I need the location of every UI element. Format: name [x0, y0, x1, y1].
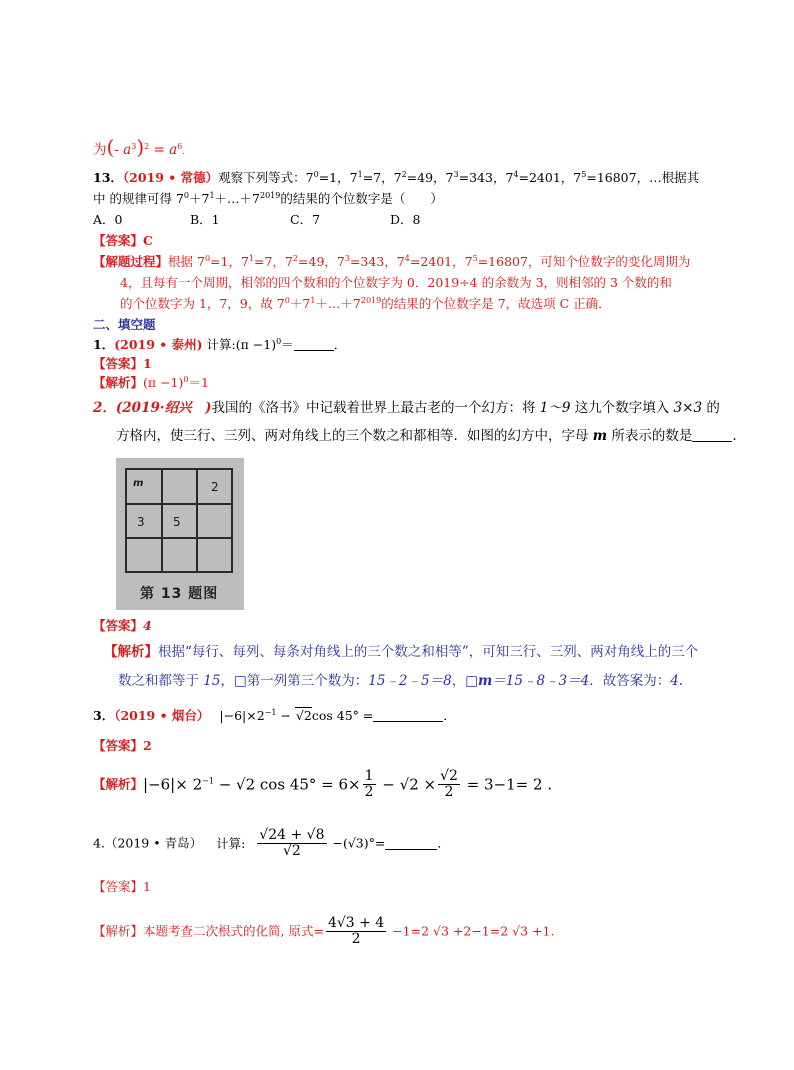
grid-line — [196, 470, 198, 571]
grid-cell-2: 2 — [211, 480, 219, 494]
q13-option-b: B．1 — [190, 212, 220, 227]
q13-option-a: A．0 — [93, 212, 123, 227]
f1-answer: 【答案】1 — [93, 356, 152, 371]
q13-stem-line1: 13．（2019 • 常德）观察下列等式：$7^0=1$，$7^1=7$，$7^2=49$，$7^3=343$，$7^4=2401$，$7^5=16807$，…根据其 — [93, 170, 700, 185]
grid-cell-5: 5 — [173, 515, 181, 529]
f4-analysis: 【解析】本题考查二次根式的化简, 原式= $\frac{4√3 + 4}{2}$ −1=2 √3 +2−1=2 √3 +1. — [93, 915, 555, 948]
f1-stem: 1．(2019 • 泰州) 计算:(π −1)$^0$＝ ． — [93, 337, 347, 352]
f2-answer-blank — [692, 429, 732, 442]
f2-stem-line2: 方格内，使三行、三列、两对角线上的三个数之和都相等．如图的幻方中，字母 m 所表示的数是 . — [116, 428, 737, 444]
grid-line — [161, 470, 163, 571]
f4-stem: 4.（2019 • 青岛） 计算: $\frac{√24 + √8}{√2}$ −(√3)°= ． — [93, 827, 450, 860]
f1-analysis: 【解析】$(\pi -1)^0=1$ — [93, 375, 209, 390]
f3-frac-half: $\frac{1}{2}$ — [364, 768, 374, 801]
f2-answer: 【答案】4 — [93, 618, 152, 633]
figure-caption: 第 13 题图 — [140, 586, 219, 602]
q13-answer: 【答案】C — [93, 233, 153, 248]
f3-answer: 【答案】2 — [93, 738, 152, 753]
f4-analysis-frac: $\frac{4√3 + 4}{2}$ — [327, 915, 385, 948]
f4-answer-blank — [385, 837, 437, 850]
f3-analysis: 【解析】$|-6|\times 2^{-1} - √2$ cos 45° = 6× $\frac{1}{2}$ − √2 × $\frac{√2}{2}$ = 3−1= 2 . — [93, 768, 553, 801]
q13-solution-line1: 【解题过程】根据 $7^0=1$，$7^1=7$，$7^2=49$，$7^3=343$，$7^4=2401$，$7^5=16807$，可知个位数字的变化周期为 — [93, 254, 691, 269]
f4-answer: 【答案】1 — [93, 879, 151, 894]
grid-line — [127, 537, 231, 539]
grid-cell-3: 3 — [137, 515, 145, 529]
f3-answer-blank — [373, 709, 443, 722]
q13-solution-line2: 4，且每有一个周期，相邻的四个数和的个位数字为 0．2019÷4 的余数为 3，则相邻的 3 个数的和 — [120, 275, 672, 290]
f3-stem: 3．（2019 • 烟台） $|-6|\times 2^{-1} - √2\cos$ 45° = ． — [93, 708, 456, 723]
q13-stem-line2: 中 的规律可得 $7^0+7^1+\dots+7^{2019}$的结果的个位数字是（ ） — [93, 191, 443, 206]
f2-stem-line1: 2．(2019·绍兴 )我国的《洛书》中记载着世界上最古老的一个幻方：将 1～9 这九个数字填入 3×3 的 — [93, 400, 720, 416]
magic-square-grid — [125, 468, 233, 573]
f1-answer-blank — [294, 338, 334, 351]
f4-frac: $\frac{√24 + √8}{√2}$ — [259, 827, 325, 860]
grid-line — [127, 503, 231, 505]
magic-square-figure — [116, 458, 244, 610]
q13-option-c: C．7 — [290, 212, 321, 227]
f2-analysis-line1: 【解析】根据“每行、每列、每条对角线上的三个数之和相等”，可知三行、三列、两对角线上的三个 — [104, 644, 699, 660]
q13-solution-line3: 的个位数字为 1，7，9，故 $7^0+7^1+\dots+7^{2019}$的结果的个位数字是 7，故选项 C 正确． — [120, 296, 611, 311]
previous-answer-fragment: 为(- $a^3)^2 = a^6$. — [93, 135, 185, 159]
section-title-fill-in: 二、填空题 — [93, 317, 156, 332]
f2-analysis-line2: 数之和都等于 15，□第一列第三个数为：15﹣2﹣5＝8，□m＝15﹣8﹣3＝4．故答案为：4. — [118, 673, 684, 689]
f3-frac-root2-over-2: $\frac{√2}{2}$ — [440, 768, 458, 801]
q13-option-d: D．8 — [390, 212, 421, 227]
grid-cell-m: m — [133, 478, 144, 489]
